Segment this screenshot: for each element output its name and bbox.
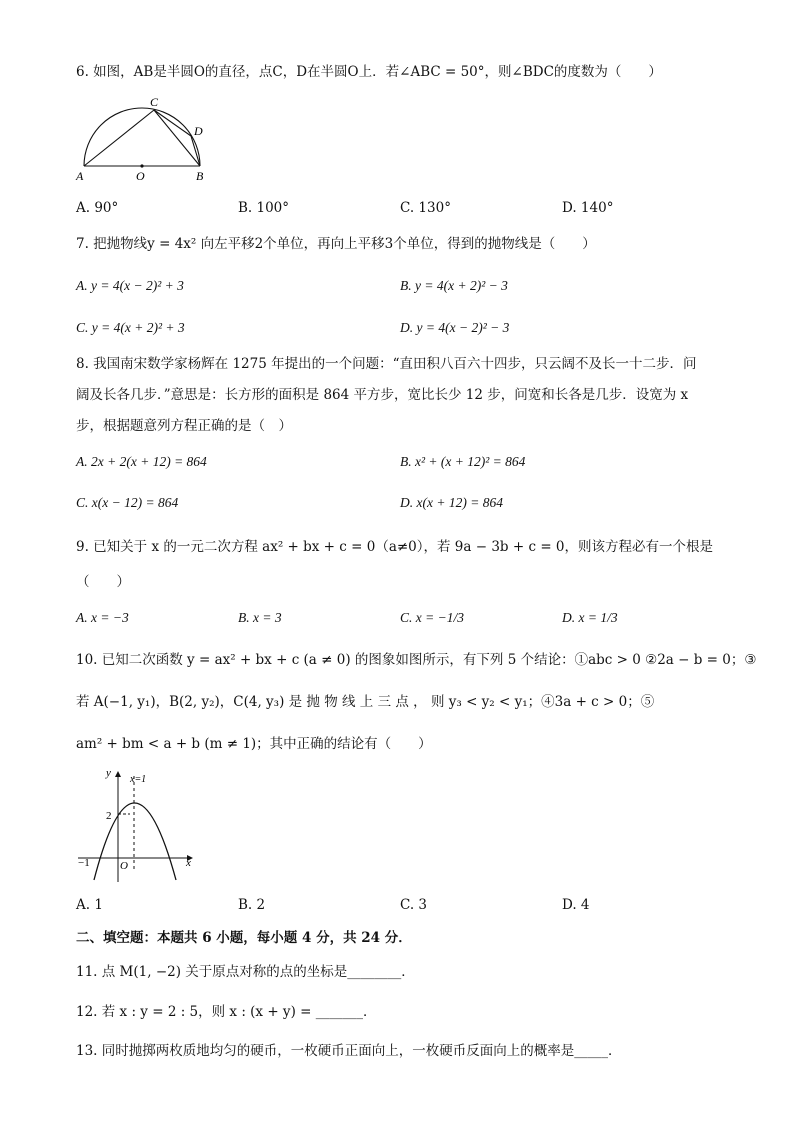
q9-option-d: D. x = 1/3	[562, 610, 618, 625]
origin-label: O	[120, 860, 128, 872]
q10-option-a: A. 1	[76, 897, 103, 913]
q6-option-b: B. 100°	[238, 200, 290, 216]
q8-stem-line-2: 阔及长各几步．”意思是：长方形的面积是 864 平方步，宽比长少 12 步，问宽和长各是几步．设宽为 x	[76, 387, 689, 403]
q10-stem-line-1: 10. 已知二次函数 y = ax² + bx + c (a ≠ 0) 的图象如图所示，有下列 5 个结论：①abc > 0 ②2a − b = 0；③	[76, 652, 757, 668]
q8-stem-line-3: 步，根据题意列方程正确的是（ ）	[76, 418, 292, 434]
y-tick-label: 2	[106, 810, 112, 822]
q9-stem-line-2: （ ）	[76, 574, 130, 590]
q6-option-d: D. 140°	[562, 200, 614, 216]
q10-option-d: D. 4	[562, 897, 590, 913]
label-b: B	[196, 169, 204, 183]
q10-option-c: C. 3	[400, 897, 428, 913]
q6-semicircle-figure	[74, 92, 214, 184]
q7-option-c: C. y = 4(x + 2)² + 3	[76, 320, 185, 335]
q6-option-c: C. 130°	[400, 200, 451, 216]
q10-stem-line-3: am² + bm < a + b (m ≠ 1)；其中正确的结论有（ ）	[76, 736, 432, 752]
label-c: C	[150, 95, 159, 109]
q9-stem-line-1: 9. 已知关于 x 的一元二次方程 ax² + bx + c = 0（a≠0），若 9a − 3b + c = 0，则该方程必有一个根是	[76, 539, 714, 555]
y-axis-label: y	[106, 767, 111, 779]
q8-stem-line-1: 8. 我国南宋数学家杨辉在 1275 年提出的一个问题：“直田积八百六十四步，只云阔不及长一十二步．问	[76, 356, 697, 372]
x-axis-label: x	[186, 857, 191, 869]
q7-stem: 7. 把抛物线y = 4x² 向左平移2个单位，再向上平移3个单位，得到的抛物线是（ ）	[76, 236, 596, 252]
q8-option-d: D. x(x + 12) = 864	[400, 495, 503, 510]
q10-parabola-graph	[74, 762, 198, 886]
label-a: A	[76, 169, 84, 183]
label-o: O	[136, 169, 145, 183]
section-2-title: 二、填空题：本题共 6 小题，每小题 4 分，共 24 分．	[76, 930, 412, 946]
q6-option-a: A. 90°	[76, 200, 119, 216]
q9-option-c: C. x = −1/3	[400, 610, 464, 625]
q12-text: 12. 若 x : y = 2 : 5，则 x : (x + y) = _______．	[76, 1004, 377, 1020]
q6-stem: 6. 如图，AB是半圆O的直径，点C，D在半圆O上．若∠ABC = 50°，则∠BDC的度数为（ ）	[76, 64, 662, 80]
q8-option-b: B. x² + (x + 12)² = 864	[400, 454, 526, 469]
chord-ac	[84, 110, 154, 166]
q10-stem-line-2: 若 A(−1, y₁)，B(2, y₂)，C(4, y₃) 是 抛 物 线 上 三 点 ， 则 y₃ < y₂ < y₁；④3a + c > 0；⑤	[76, 694, 655, 710]
q8-option-c: C. x(x − 12) = 864	[76, 495, 179, 510]
q7-option-a: A. y = 4(x − 2)² + 3	[76, 278, 184, 293]
x-tick-label: −1	[78, 857, 90, 869]
center-point	[140, 164, 143, 167]
symmetry-axis-label: x=1	[130, 774, 147, 785]
q7-option-d: D. y = 4(x − 2)² − 3	[400, 320, 510, 335]
q9-option-a: A. x = −3	[76, 610, 129, 625]
q8-option-a: A. 2x + 2(x + 12) = 864	[76, 454, 207, 469]
q13-text: 13. 同时抛掷两枚质地均匀的硬币，一枚硬币正面向上，一枚硬币反面向上的概率是_____．	[76, 1043, 622, 1059]
q11-text: 11. 点 M(1, −2) 关于原点对称的点的坐标是________．	[76, 964, 415, 980]
q7-option-b: B. y = 4(x + 2)² − 3	[400, 278, 508, 293]
label-d: D	[194, 124, 203, 138]
q9-option-b: B. x = 3	[238, 610, 282, 625]
semicircle-arc	[84, 108, 200, 166]
q10-option-b: B. 2	[238, 897, 266, 913]
